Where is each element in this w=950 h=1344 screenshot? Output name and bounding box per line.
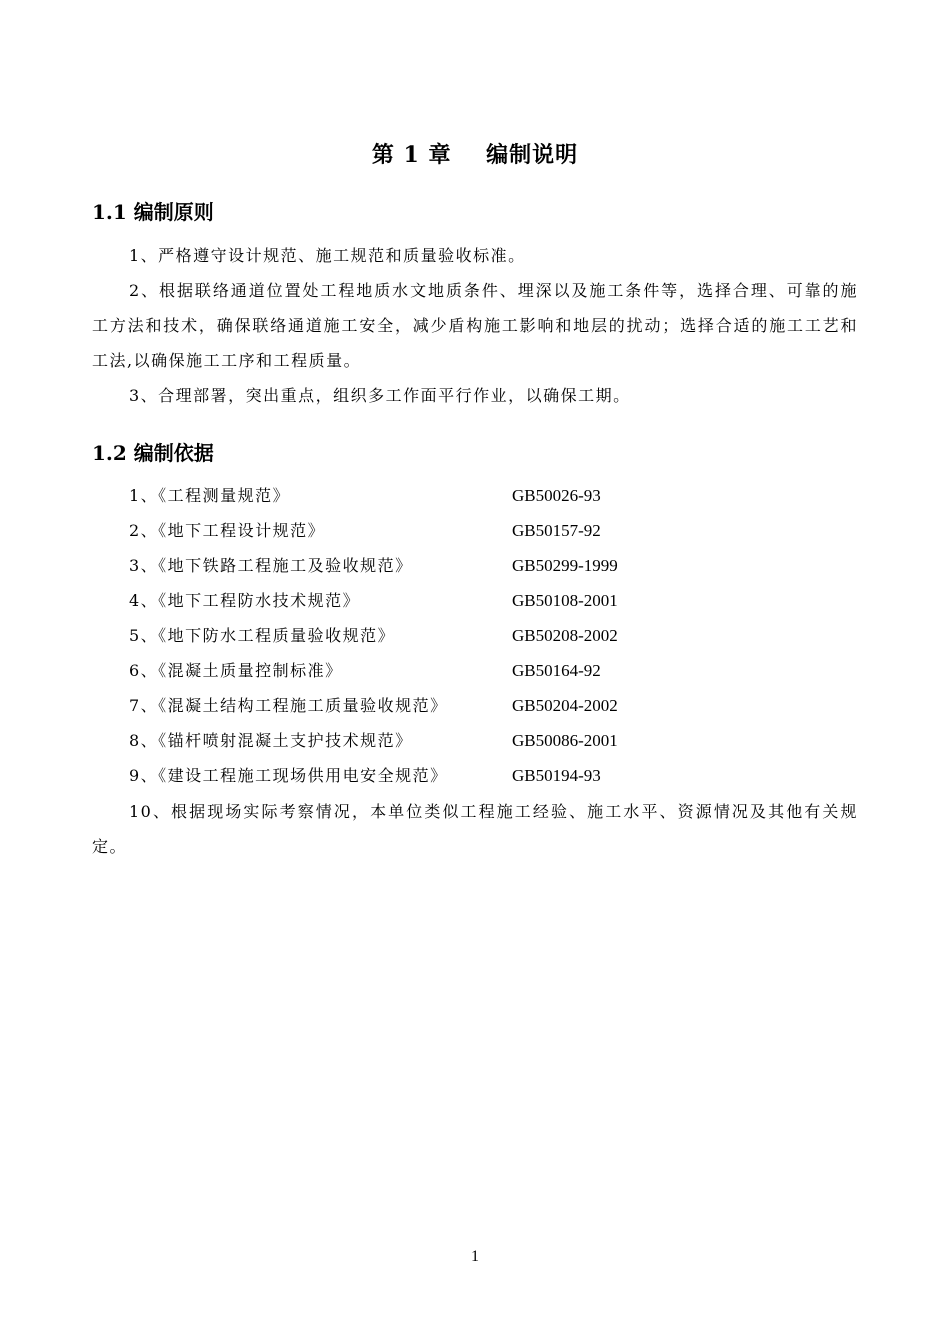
reference-code: GB50194-93 <box>512 766 601 785</box>
section-heading-basis: 1.2 编制依据 <box>92 441 214 465</box>
reference-title: 7、《混凝土结构工程施工质量验收规范》 <box>129 696 448 715</box>
reference-code: GB50026-93 <box>512 486 601 505</box>
reference-title: 6、《混凝土质量控制标准》 <box>129 661 343 680</box>
reference-item <box>0 513 950 548</box>
principle-paragraph-3: 3、合理部署，突出重点，组织多工作面平行作业，以确保工期。 <box>129 386 631 405</box>
reference-title: 3、《地下铁路工程施工及验收规范》 <box>129 556 413 575</box>
reference-item <box>0 688 950 723</box>
section-heading-principles: 1.1 编制原则 <box>92 200 214 224</box>
reference-item <box>0 583 950 618</box>
reference-code: GB50204-2002 <box>512 696 618 715</box>
reference-code: GB50086-2001 <box>512 731 618 750</box>
principle-paragraph-2: 2、根据联络通道位置处工程地质水文地质条件、埋深以及施工条件等，选择合理、可靠的施工方法和技术，确保联络通道施工安全，减少盾构施工影响和地层的扰动；选择合适的施工工艺和工法,以确保施工工序和工程质量。 <box>92 281 858 370</box>
reference-title: 4、《地下工程防水技术规范》 <box>129 591 361 610</box>
reference-title: 1、《工程测量规范》 <box>129 486 291 505</box>
reference-title: 9、《建设工程施工现场供用电安全规范》 <box>129 766 448 785</box>
reference-code: GB50299-1999 <box>512 556 618 575</box>
reference-item <box>0 618 950 653</box>
reference-item <box>0 653 950 688</box>
basis-closing-paragraph: 10、根据现场实际考察情况，本单位类似工程施工经验、施工水平、资源情况及其他有关规定。 <box>92 802 858 856</box>
reference-title: 2、《地下工程设计规范》 <box>129 521 326 540</box>
reference-item <box>0 478 950 513</box>
reference-code: GB50164-92 <box>512 661 601 680</box>
page-number: 1 <box>471 1248 479 1265</box>
reference-list <box>0 478 950 793</box>
reference-title: 8、《锚杆喷射混凝土支护技术规范》 <box>129 731 413 750</box>
reference-item <box>0 723 950 758</box>
reference-code: GB50157-92 <box>512 521 601 540</box>
reference-code: GB50208-2002 <box>512 626 618 645</box>
reference-item <box>0 548 950 583</box>
principle-paragraph-1: 1、严格遵守设计规范、施工规范和质量验收标准。 <box>129 246 526 265</box>
reference-code: GB50108-2001 <box>512 591 618 610</box>
reference-title: 5、《地下防水工程质量验收规范》 <box>129 626 396 645</box>
chapter-title: 第 1 章 编制说明 <box>371 142 579 168</box>
reference-item <box>0 758 950 793</box>
